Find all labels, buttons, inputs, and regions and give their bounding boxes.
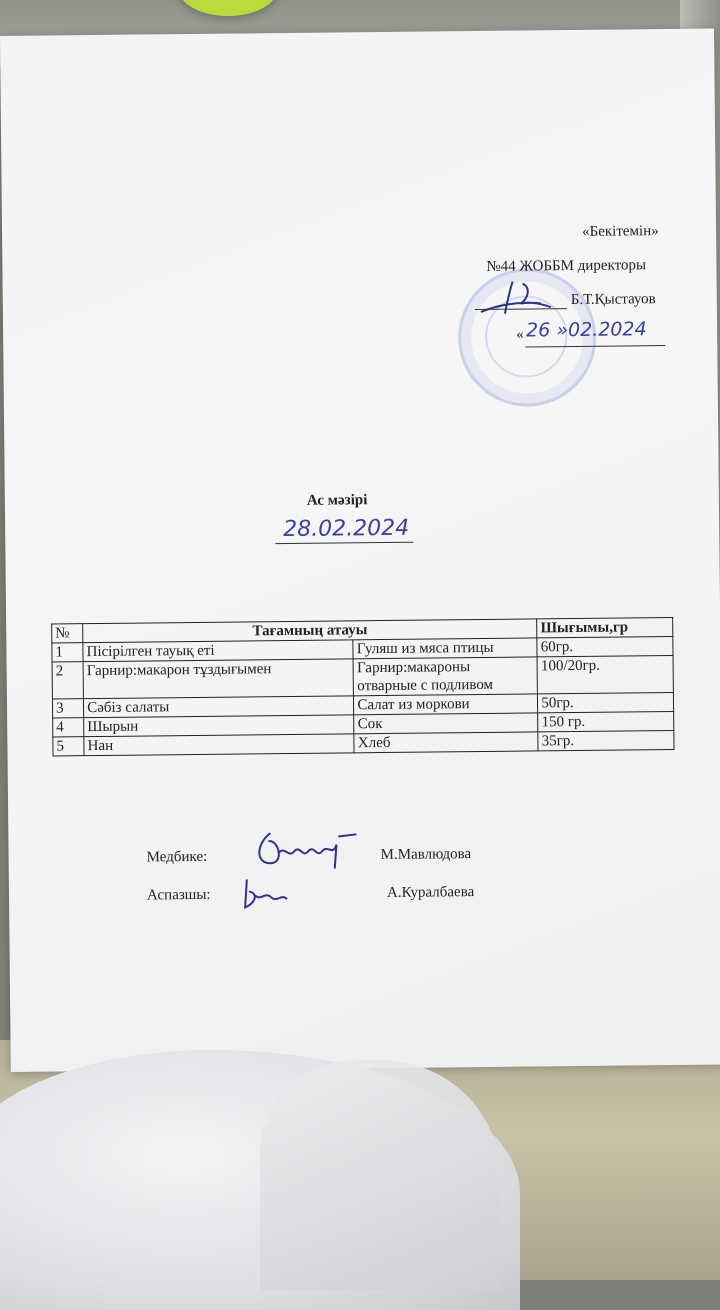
dish-amount: 100/20гр.	[537, 655, 673, 693]
dish-ru: Хлеб	[354, 732, 538, 753]
dish-ru: Сок	[354, 713, 538, 734]
approval-position: №44 ЖОББМ директоры	[486, 257, 647, 275]
menu-title: Ас мәзірі	[306, 492, 368, 509]
cook-signature	[237, 873, 297, 914]
dish-kz: Пісірілген тауық еті	[83, 640, 353, 662]
document-page	[0, 29, 720, 1072]
header-amount: Шығымы,гр	[537, 617, 673, 637]
dish-kz: Шырын	[84, 715, 354, 737]
dish-ru-line1: Гарнир:макароны	[356, 659, 471, 677]
approval-date-prefix: «	[516, 326, 524, 343]
director-name: Б.Т.Қыстауов	[570, 291, 656, 309]
cook-name: А.Куралбаева	[386, 884, 475, 901]
menu-date-line	[275, 542, 413, 544]
director-signature	[471, 273, 571, 318]
dish-kz: Гарнир:макарон тұздығымен	[83, 659, 354, 699]
header-no: №	[52, 624, 83, 643]
dish-ru-line2: отварные с подливом	[357, 676, 494, 695]
dish-kz: Сәбіз салаты	[84, 696, 354, 718]
row-no: 4	[53, 718, 84, 737]
row-no: 5	[53, 737, 84, 756]
row-no: 1	[52, 643, 83, 662]
approval-title: «Бекітемін»	[581, 223, 659, 240]
dish-amount: 60гр.	[537, 636, 673, 656]
nurse-label: Медбике:	[146, 848, 208, 866]
row-no: 2	[52, 662, 84, 699]
nurse-signature	[248, 822, 361, 873]
white-cloth-fold	[260, 1060, 500, 1290]
dish-amount: 150 гр.	[538, 711, 674, 731]
dish-ru: Гуляш из мяса птицы	[353, 638, 537, 659]
dish-amount: 50гр.	[538, 692, 674, 712]
nurse-name: М.Мавлюдова	[380, 846, 472, 864]
menu-date-handwritten: 28.02.2024	[283, 515, 410, 543]
dish-amount: 35гр.	[538, 730, 674, 750]
row-no: 3	[52, 699, 83, 718]
approval-date-handwritten: 26 »02.2024	[525, 318, 647, 342]
dish-ru	[353, 657, 537, 696]
cook-label: Аспазшы:	[146, 886, 211, 904]
dish-ru: Салат из моркови	[354, 694, 538, 715]
dish-kz: Нан	[84, 734, 354, 756]
menu-table	[51, 617, 674, 757]
header-name: Тағамның атауы	[83, 619, 537, 643]
